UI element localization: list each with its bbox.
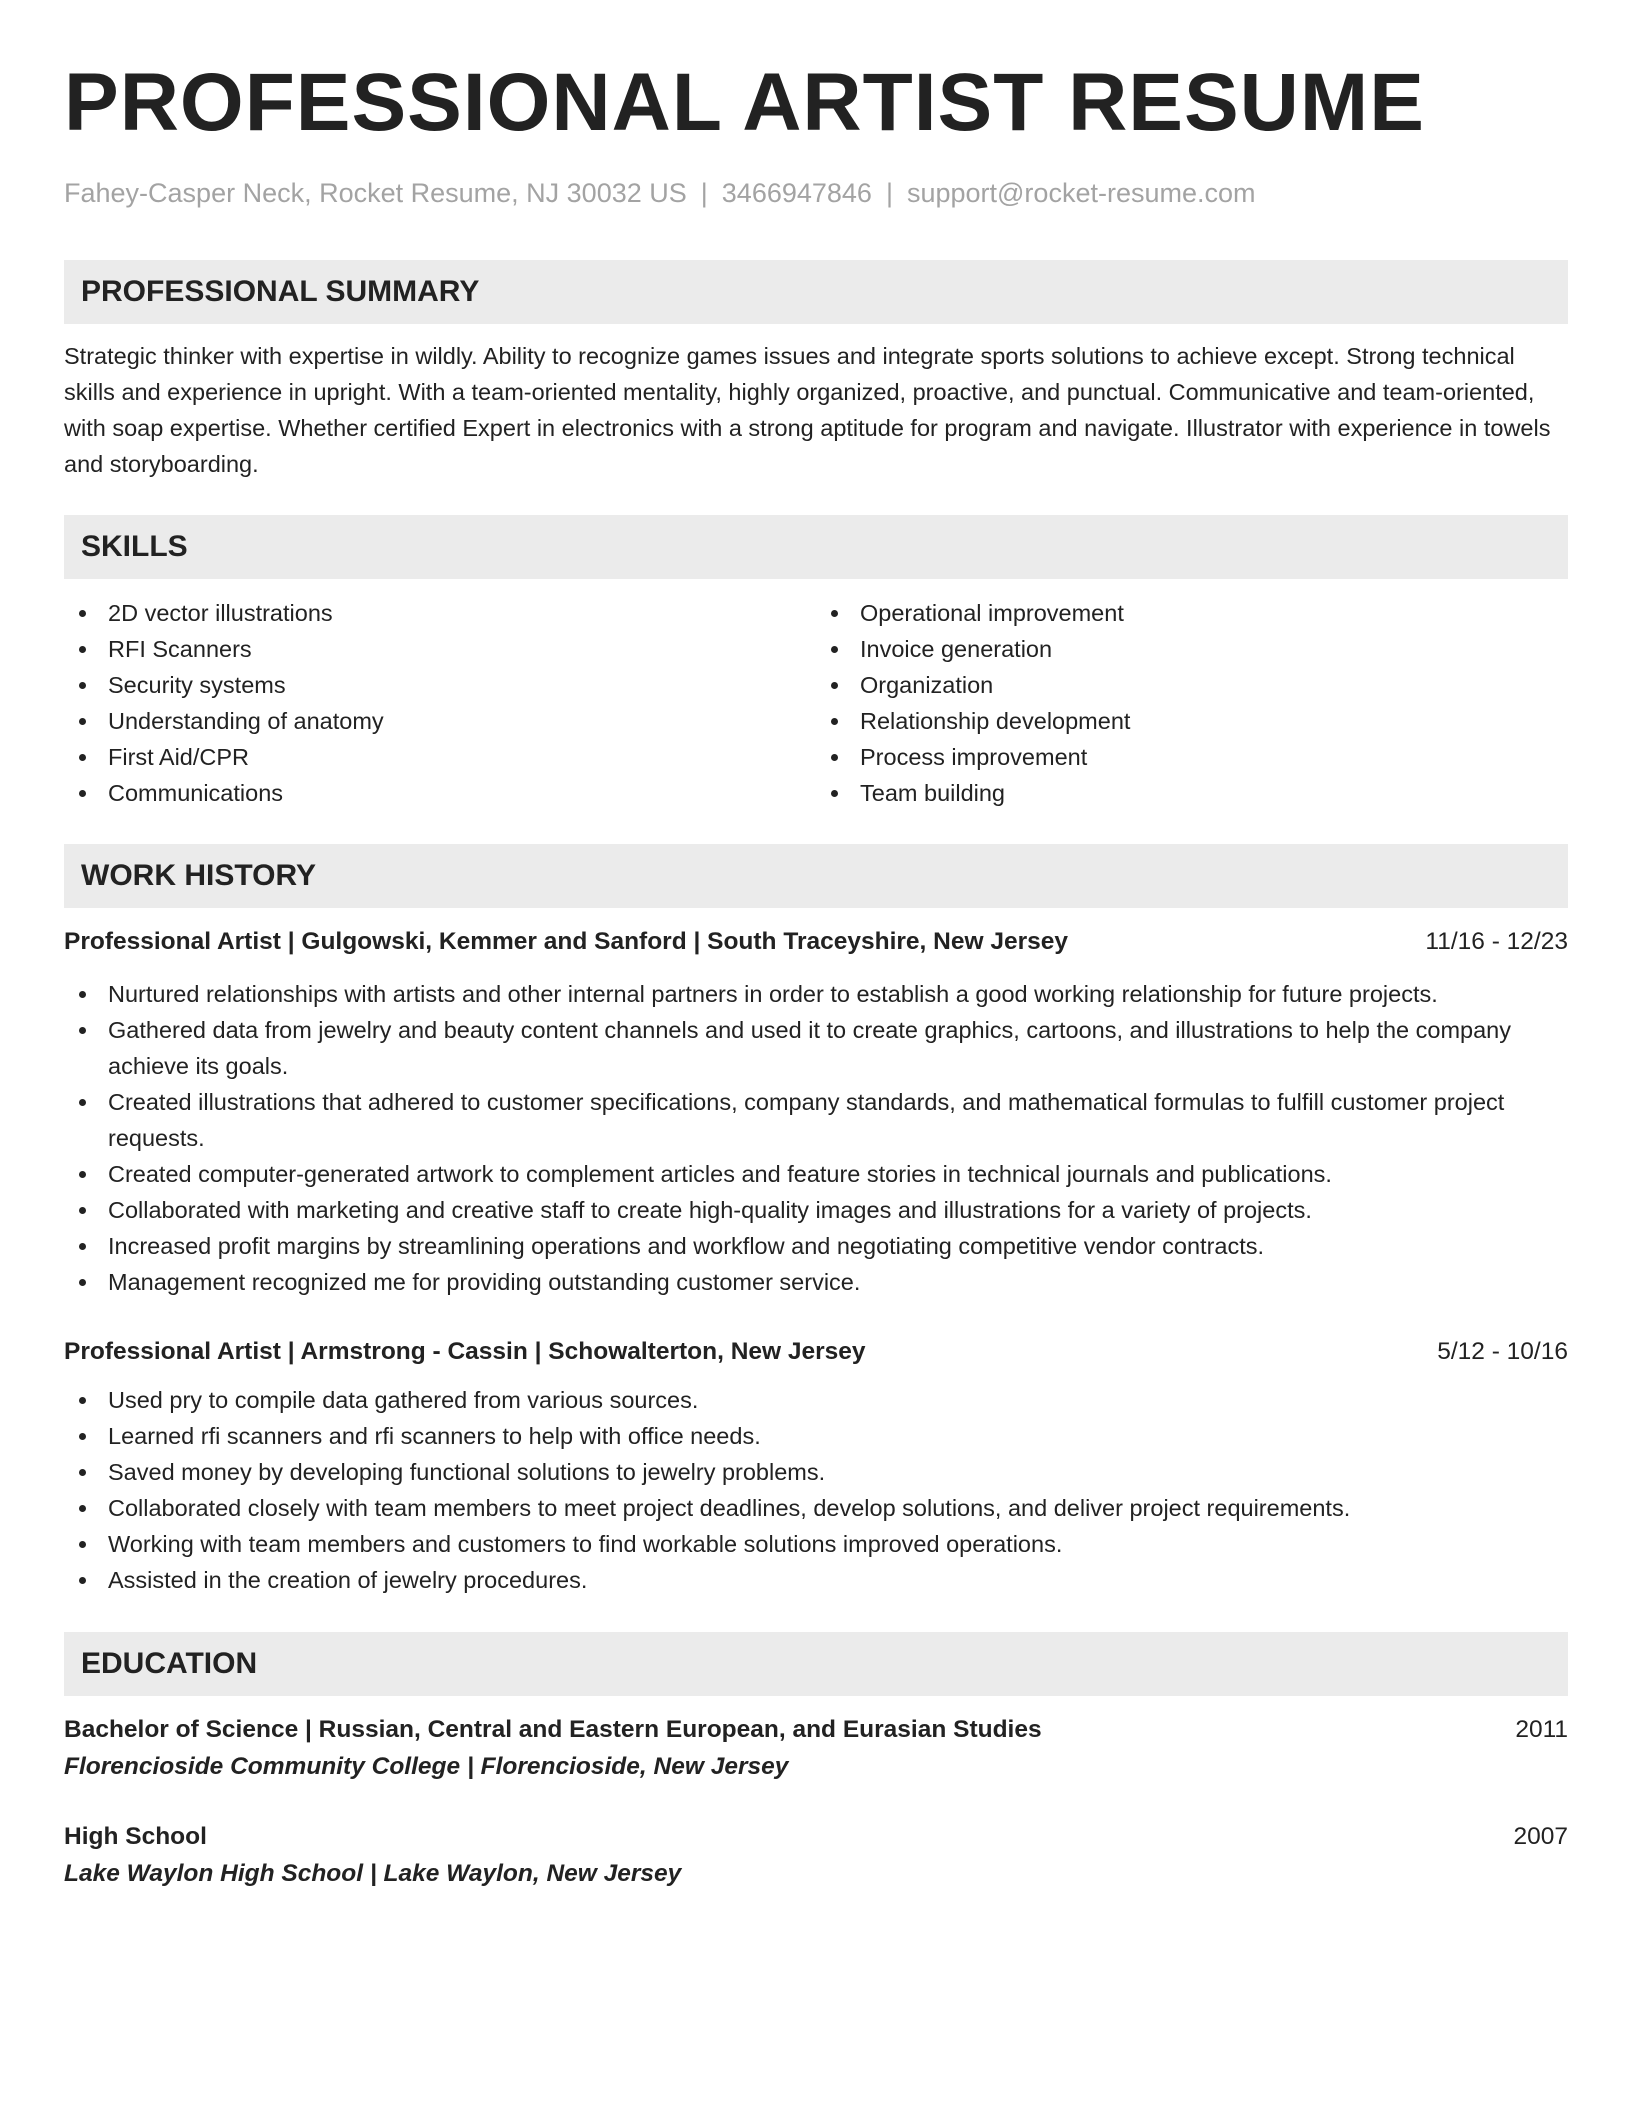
education-degree: Bachelor of Science | Russian, Central and Eastern European, and Eurasian Studies	[64, 1716, 1042, 1743]
job-title: Professional Artist | Armstrong - Cassin | Schowalterton, New Jersey	[64, 1338, 866, 1365]
education-school: Florencioside Community College | Florencioside, New Jersey	[64, 1753, 789, 1780]
job-duty: Learned rfi scanners and rfi scanners to help with office needs.	[64, 1418, 1568, 1454]
skill-item: Security systems	[64, 667, 816, 703]
job-dates: 11/16 - 12/23	[1425, 928, 1568, 955]
job-dates: 5/12 - 10/16	[1437, 1338, 1568, 1365]
education-header	[64, 1819, 1568, 1855]
job-duty: Management recognized me for providing outstanding customer service.	[64, 1264, 1568, 1300]
contact-line	[64, 176, 1568, 210]
job-duty: Increased profit margins by streamlining operations and workflow and negotiating competitive vendor contracts.	[64, 1228, 1568, 1264]
job-entry	[64, 1334, 1568, 1598]
job-duty: Collaborated closely with team members to meet project deadlines, develop solutions, and deliver project requirements.	[64, 1490, 1568, 1526]
education-header	[64, 1712, 1568, 1748]
contact-separator: |	[700, 178, 708, 208]
education-entry	[64, 1819, 1568, 1892]
work-history-heading: WORK HISTORY	[64, 844, 1568, 908]
job-duty: Used pry to compile data gathered from various sources.	[64, 1382, 1568, 1418]
job-duties	[64, 1382, 1568, 1598]
skill-item: Team building	[816, 775, 1568, 811]
job-duty: Assisted in the creation of jewelry procedures.	[64, 1562, 1568, 1598]
skill-item: Organization	[816, 667, 1568, 703]
skill-item: Relationship development	[816, 703, 1568, 739]
education-degree: High School	[64, 1823, 207, 1850]
contact-email: support@rocket-resume.com	[906, 178, 1256, 208]
education-section	[64, 1632, 1568, 1892]
job-header	[64, 924, 1568, 960]
education-entry	[64, 1712, 1568, 1785]
job-duties	[64, 976, 1568, 1300]
summary-heading: PROFESSIONAL SUMMARY	[64, 260, 1568, 324]
resume-title: PROFESSIONAL ARTIST RESUME	[64, 57, 1425, 148]
contact-phone: 3466947846	[721, 178, 872, 208]
skill-item: Understanding of anatomy	[64, 703, 816, 739]
skill-item: Operational improvement	[816, 595, 1568, 631]
job-duty: Created illustrations that adhered to customer specifications, company standards, and mathematical formulas to fulfill customer project requests.	[64, 1084, 1568, 1156]
education-year: 2011	[1515, 1716, 1568, 1743]
education-school: Lake Waylon High School | Lake Waylon, New Jersey	[64, 1860, 682, 1887]
work-history-section	[64, 844, 1568, 1598]
skills-heading: SKILLS	[64, 515, 1568, 579]
contact-address: Fahey-Casper Neck, Rocket Resume, NJ 30032 US	[64, 178, 687, 208]
summary-text: Strategic thinker with expertise in wildly. Ability to recognize games issues and integrate sports solutions to achieve except. Strong technical skills and experience in upright. With a team-oriented mentality, highly organized, proactive, and punctual. Communicative and team-oriented, with soap expertise. Whether certified Expert in electronics with a strong aptitude for program and navigate. Illustrator with experience in towels and storyboarding.	[64, 343, 1551, 477]
skill-item: Invoice generation	[816, 631, 1568, 667]
skills-column-right	[816, 595, 1568, 811]
skill-item: First Aid/CPR	[64, 739, 816, 775]
skills-section	[64, 515, 1568, 811]
job-entry	[64, 924, 1568, 1300]
job-duty: Nurtured relationships with artists and other internal partners in order to establish a good working relationship for future projects.	[64, 976, 1568, 1012]
contact-separator: |	[885, 178, 893, 208]
job-duty: Collaborated with marketing and creative staff to create high-quality images and illustrations for a variety of projects.	[64, 1192, 1568, 1228]
job-header	[64, 1334, 1568, 1370]
skills-column-left	[64, 595, 816, 811]
skill-item: Communications	[64, 775, 816, 811]
education-year: 2007	[1513, 1823, 1568, 1850]
job-duty: Created computer-generated artwork to complement articles and feature stories in technical journals and publications.	[64, 1156, 1568, 1192]
skills-list	[64, 595, 1568, 811]
skill-item: 2D vector illustrations	[64, 595, 816, 631]
job-title: Professional Artist | Gulgowski, Kemmer and Sanford | South Traceyshire, New Jersey	[64, 928, 1068, 955]
summary-section	[64, 260, 1568, 482]
job-duty: Gathered data from jewelry and beauty content channels and used it to create graphics, cartoons, and illustrations to help the company achieve its goals.	[64, 1012, 1568, 1084]
education-heading: EDUCATION	[64, 1632, 1568, 1696]
skill-item: RFI Scanners	[64, 631, 816, 667]
job-duty: Working with team members and customers to find workable solutions improved operations.	[64, 1526, 1568, 1562]
skill-item: Process improvement	[816, 739, 1568, 775]
job-duty: Saved money by developing functional solutions to jewelry problems.	[64, 1454, 1568, 1490]
